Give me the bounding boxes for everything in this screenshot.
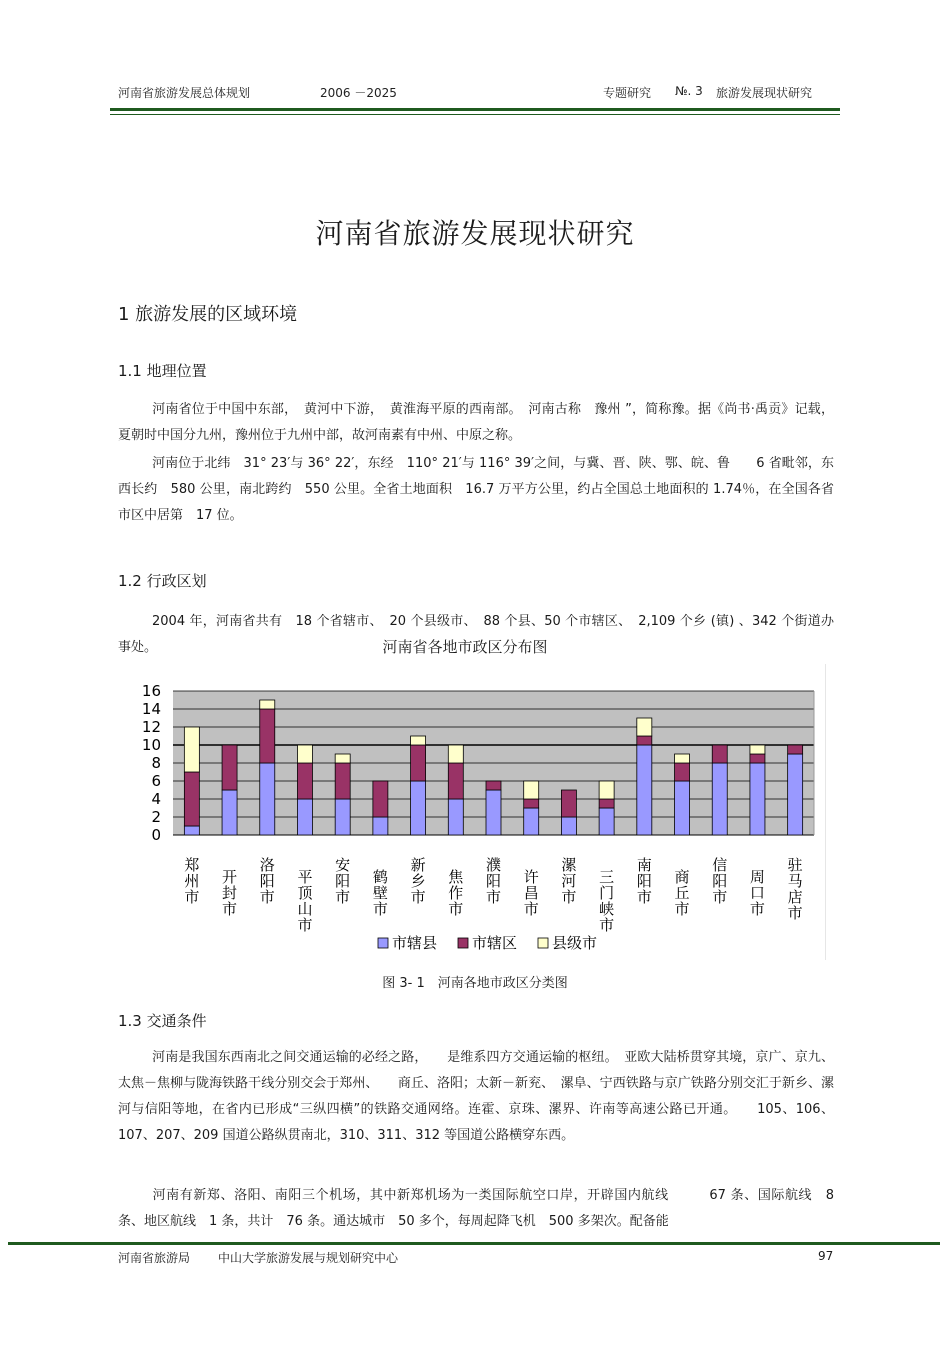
header-number: №. 3 (675, 84, 703, 98)
legend-swatch (458, 938, 468, 948)
header-section: 专题研究 (603, 86, 652, 100)
section-1-heading: 1 旅游发展的区域环境 (118, 304, 298, 325)
x-tick-label: 安阳市 (335, 856, 351, 906)
paragraph (118, 451, 834, 529)
x-tick-label: 周口市 (749, 868, 765, 918)
bar-segment (750, 754, 765, 763)
chart (125, 664, 826, 960)
y-tick-label: 0 (151, 826, 161, 844)
bar-segment (411, 781, 426, 835)
legend-label: 市辖区 (472, 934, 518, 952)
bar-segment (448, 799, 463, 835)
bar-segment (599, 808, 614, 835)
legend-swatch (538, 938, 548, 948)
bar-segment (486, 781, 501, 790)
bar-segment (712, 763, 727, 835)
paragraph-text: 河南省位于中国中东部， 黄河中下游， 黄淮海平原的西南部。 河南古称 豫州 ”，简称豫。据《尚书·禹贡》记载，夏朝时中国分九州，豫州位于九州中部，故河南素有中州、中原之称。 (118, 402, 834, 443)
y-tick-label: 4 (151, 790, 161, 808)
x-tick-label: 洛阳市 (259, 856, 275, 906)
bar-segment (297, 745, 312, 763)
bar-segment (373, 781, 388, 817)
legend-swatch (378, 938, 388, 948)
bar-segment (750, 745, 765, 754)
section-1-2-heading: 1.2 行政区划 (118, 572, 207, 590)
bar-segment (637, 736, 652, 745)
bar-segment (561, 790, 576, 817)
x-tick-label: 鹤壁市 (372, 868, 388, 918)
bar-segment (260, 763, 275, 835)
bar-segment (788, 754, 803, 835)
bar-segment (448, 745, 463, 763)
page-number: 97 (818, 1249, 834, 1263)
footer-rule (8, 1242, 940, 1245)
paragraph-text: 河南是我国东西南北之间交通运输的必经之路， 是维系四方交通运输的枢纽。 亚欧大陆桥贯穿其境，京广、京九、太焦－焦柳与陇海铁路干线分别交会于郑州、 商丘、洛阳；太新－新兖、 漯阜、宁西铁路与京广铁路分别交汇于新乡、漯河与信阳等地，在省内已形成“三纵四横”的铁路交通网络。连霍、京珠、漯界、许南等高速公路已开通。 105、106、107、207、209 国道公路纵贯南北，310、311、312 等国道公路横穿东西。 (118, 1050, 834, 1143)
footer-org-1: 河南省旅游局 (118, 1251, 191, 1265)
paragraph-text: 河南位于北纬 31° 23′与 36° 22′，东经 110° 21′与 116° 39′之间，与冀、晋、陕、鄂、皖、鲁 6 省毗邻，东西长约 580 公里，南北跨约 550 公里。全省土地面积 16.7 万平方公里，约占全国总土地面积的 1.74％，在全国各省市区中居第 17 位。 (118, 456, 834, 523)
bar-segment (448, 763, 463, 799)
bar-segment (335, 754, 350, 763)
x-tick-label: 焦作市 (448, 868, 464, 918)
bar-segment (411, 745, 426, 781)
bar-segment (297, 763, 312, 799)
y-tick-label: 14 (141, 700, 161, 718)
paragraph-text: 河南有新郑、洛阳、南阳三个机场，其中新郑机场为一类国际航空口岸，开辟国内航线 67 条、国际航线 8 条、地区航线 1 条，共计 76 条。通达城市 50 多个，每周起降飞机 500 多架次。配备能 (118, 1188, 834, 1229)
y-tick-label: 10 (141, 736, 161, 754)
x-tick-label: 信阳市 (712, 856, 728, 906)
header-right-title: 旅游发展现状研究 (716, 86, 813, 100)
bar-segment (184, 727, 199, 772)
bar-segment (750, 763, 765, 835)
chart-title: 河南省各地市政区分布图 (382, 638, 548, 656)
y-tick-label: 12 (141, 718, 161, 736)
bar-segment (599, 781, 614, 799)
bar-segment (184, 826, 199, 835)
x-tick-label: 新乡市 (410, 856, 426, 906)
legend-label: 县级市 (552, 934, 598, 952)
bar-segment (675, 754, 690, 763)
x-tick-label: 郑州市 (184, 856, 200, 906)
header-left-title: 河南省旅游发展总体规划 (118, 86, 251, 100)
paragraph-text: 2004 年，河南省共有 18 个省辖市、 20 个县级市、 88 个县、50 个市辖区、 2,109 个乡 (镇) 、342 个街道办事处。 (118, 614, 834, 655)
bar-segment (599, 799, 614, 808)
bar-segment (411, 736, 426, 745)
header-rule-thin (110, 114, 840, 115)
x-tick-label: 驻马店市 (787, 856, 803, 922)
x-tick-label: 许昌市 (523, 868, 539, 918)
bar-segment (222, 745, 237, 790)
header-rule (110, 108, 840, 111)
bar-segment (675, 781, 690, 835)
section-1-3-heading: 1.3 交通条件 (118, 1012, 207, 1030)
header-years: 2006 －2025 (320, 86, 397, 100)
x-tick-label: 漯河市 (561, 856, 577, 906)
y-tick-label: 6 (151, 772, 161, 790)
bar-segment (637, 718, 652, 736)
bar-segment (561, 817, 576, 835)
bar-segment (524, 808, 539, 835)
chart-svg (125, 664, 825, 960)
bar-segment (335, 763, 350, 799)
bar-segment (184, 772, 199, 826)
page-title: 河南省旅游发展现状研究 (315, 217, 635, 250)
footer-org-2: 中山大学旅游发展与规划研究中心 (218, 1251, 399, 1265)
bar-segment (222, 790, 237, 835)
y-tick-label: 8 (151, 754, 161, 772)
y-tick-label: 16 (141, 682, 161, 700)
bar-segment (297, 799, 312, 835)
bar-segment (524, 799, 539, 808)
paragraph (118, 1183, 834, 1235)
bar-segment (524, 781, 539, 799)
bar-segment (260, 700, 275, 709)
y-tick-label: 2 (151, 808, 161, 826)
figure-caption: 图 3- 1 河南各地市政区分类图 (382, 976, 568, 991)
section-1-1-heading: 1.1 地理位置 (118, 362, 207, 380)
legend-label: 市辖县 (392, 934, 438, 952)
paragraph (118, 1045, 834, 1149)
x-tick-label: 三门峡市 (599, 868, 615, 934)
bar-segment (373, 817, 388, 835)
bar-segment (486, 790, 501, 835)
bar-segment (260, 709, 275, 763)
x-tick-label: 商丘市 (674, 868, 690, 918)
x-tick-label: 濮阳市 (485, 856, 502, 906)
paragraph (118, 397, 834, 449)
x-tick-label: 开封市 (222, 868, 238, 918)
bar-segment (335, 799, 350, 835)
bar-segment (788, 745, 803, 754)
bar-segment (637, 745, 652, 835)
bar-segment (675, 763, 690, 781)
x-tick-label: 南阳市 (636, 856, 652, 906)
bar-segment (712, 745, 727, 763)
x-tick-label: 平顶山市 (297, 868, 313, 934)
